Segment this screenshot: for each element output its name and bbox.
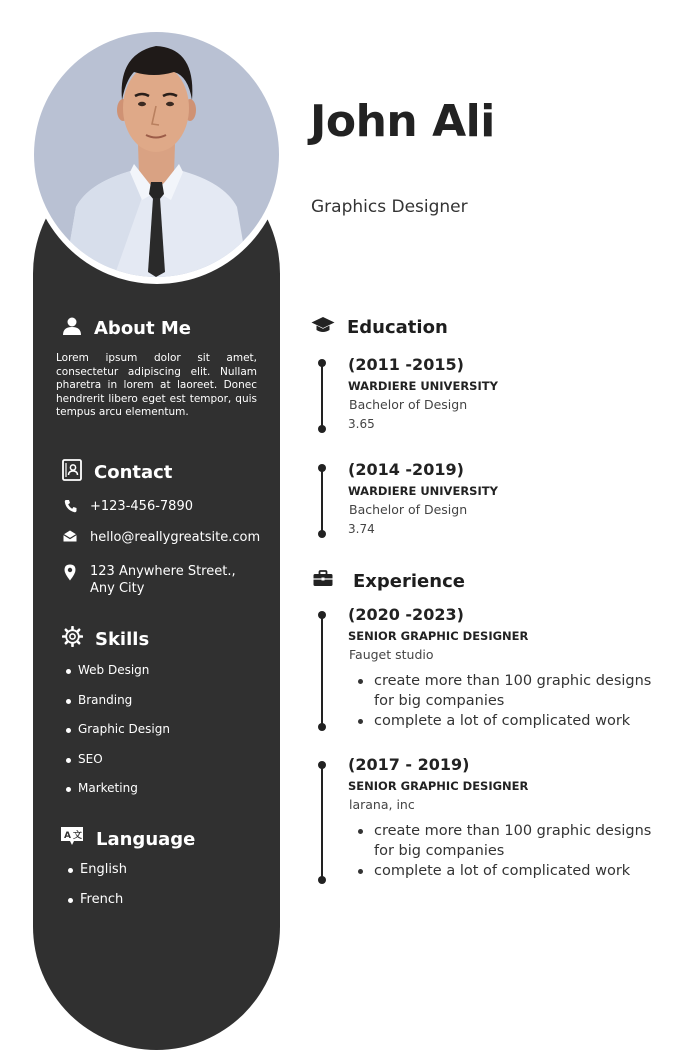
language-heading xyxy=(60,826,195,852)
education-years: (2014 -2019) xyxy=(348,460,464,479)
graduation-cap-icon xyxy=(311,316,335,339)
contact-phone xyxy=(62,498,193,515)
about-heading-label: About Me xyxy=(94,318,191,339)
skill-item: Web Design xyxy=(62,663,170,693)
svg-text:A: A xyxy=(64,831,71,841)
briefcase-icon xyxy=(313,570,333,592)
language-heading-label: Language xyxy=(96,828,196,850)
timeline-line xyxy=(321,615,323,727)
timeline-dot xyxy=(318,530,326,538)
contact-heading xyxy=(62,459,172,486)
experience-bullet: create more than 100 graphic designs for big companies xyxy=(348,821,664,861)
experience-entry xyxy=(348,605,664,731)
experience-heading xyxy=(313,570,465,592)
skill-item: SEO xyxy=(62,752,170,782)
about-heading xyxy=(62,316,191,341)
gear-icon xyxy=(62,626,83,652)
profile-photo xyxy=(34,32,279,277)
skills-list xyxy=(62,663,170,811)
svg-text:文: 文 xyxy=(73,831,83,841)
education-degree: Bachelor of Design xyxy=(349,502,468,517)
language-item: French xyxy=(64,892,127,922)
education-heading-label: Education xyxy=(347,317,448,338)
experience-years: (2020 -2023) xyxy=(348,605,464,624)
experience-bullet: create more than 100 graphic designs for big companies xyxy=(348,671,664,711)
education-entry xyxy=(348,355,498,431)
experience-entry xyxy=(348,755,664,881)
experience-bullets xyxy=(348,821,664,881)
education-gpa: 3.65 xyxy=(348,417,375,431)
timeline-dot xyxy=(318,425,326,433)
experience-role: SENIOR GRAPHIC DESIGNER xyxy=(348,779,529,793)
timeline-line xyxy=(321,363,323,429)
timeline-line xyxy=(321,765,323,877)
contact-heading-label: Contact xyxy=(94,462,173,483)
experience-bullet: complete a lot of complicated work xyxy=(348,711,664,731)
experience-bullet: complete a lot of complicated work xyxy=(348,861,664,881)
experience-company: Fauget studio xyxy=(349,647,434,662)
contact-email xyxy=(62,529,260,546)
education-gpa: 3.74 xyxy=(348,522,375,536)
experience-bullets xyxy=(348,671,664,731)
person-illustration xyxy=(34,32,279,277)
experience-heading-label: Experience xyxy=(353,570,465,592)
phone-icon xyxy=(62,499,78,513)
education-heading xyxy=(311,316,448,339)
email-text[interactable]: hello@reallygreatsite.com xyxy=(90,530,261,545)
translate-icon xyxy=(60,826,84,852)
job-title: Graphics Designer xyxy=(311,197,468,217)
timeline-dot xyxy=(318,876,326,884)
skill-item: Branding xyxy=(62,693,170,723)
skill-item: Graphic Design xyxy=(62,722,170,752)
skills-heading-label: Skills xyxy=(95,628,150,650)
contact-book-icon xyxy=(62,459,82,486)
education-entry xyxy=(348,460,498,536)
language-list xyxy=(64,862,127,921)
phone-text[interactable]: +123-456-7890 xyxy=(90,499,193,514)
experience-company: larana, inc xyxy=(349,797,415,812)
skills-heading xyxy=(62,626,149,652)
education-years: (2011 -2015) xyxy=(348,355,464,374)
location-pin-icon xyxy=(62,564,78,581)
education-school: WARDIERE UNIVERSITY xyxy=(348,379,498,393)
person-name: John Ali xyxy=(310,96,495,147)
education-school: WARDIERE UNIVERSITY xyxy=(348,484,498,498)
user-icon xyxy=(62,316,82,341)
education-degree: Bachelor of Design xyxy=(349,397,468,412)
timeline-line xyxy=(321,468,323,534)
mail-icon xyxy=(62,530,78,542)
timeline-dot xyxy=(318,723,326,731)
language-item: English xyxy=(64,862,127,892)
contact-address xyxy=(62,563,262,597)
experience-years: (2017 - 2019) xyxy=(348,755,470,774)
skill-item: Marketing xyxy=(62,781,170,811)
about-text: Lorem ipsum dolor sit amet, consectetur adipiscing elit. Nullam pharetra in lorem at laoreet. Donec hendrerit libero eget est tempor, quis tempus arcu elementum. xyxy=(56,352,257,419)
experience-role: SENIOR GRAPHIC DESIGNER xyxy=(348,629,529,643)
address-text: 123 Anywhere Street., Any City xyxy=(90,564,236,596)
